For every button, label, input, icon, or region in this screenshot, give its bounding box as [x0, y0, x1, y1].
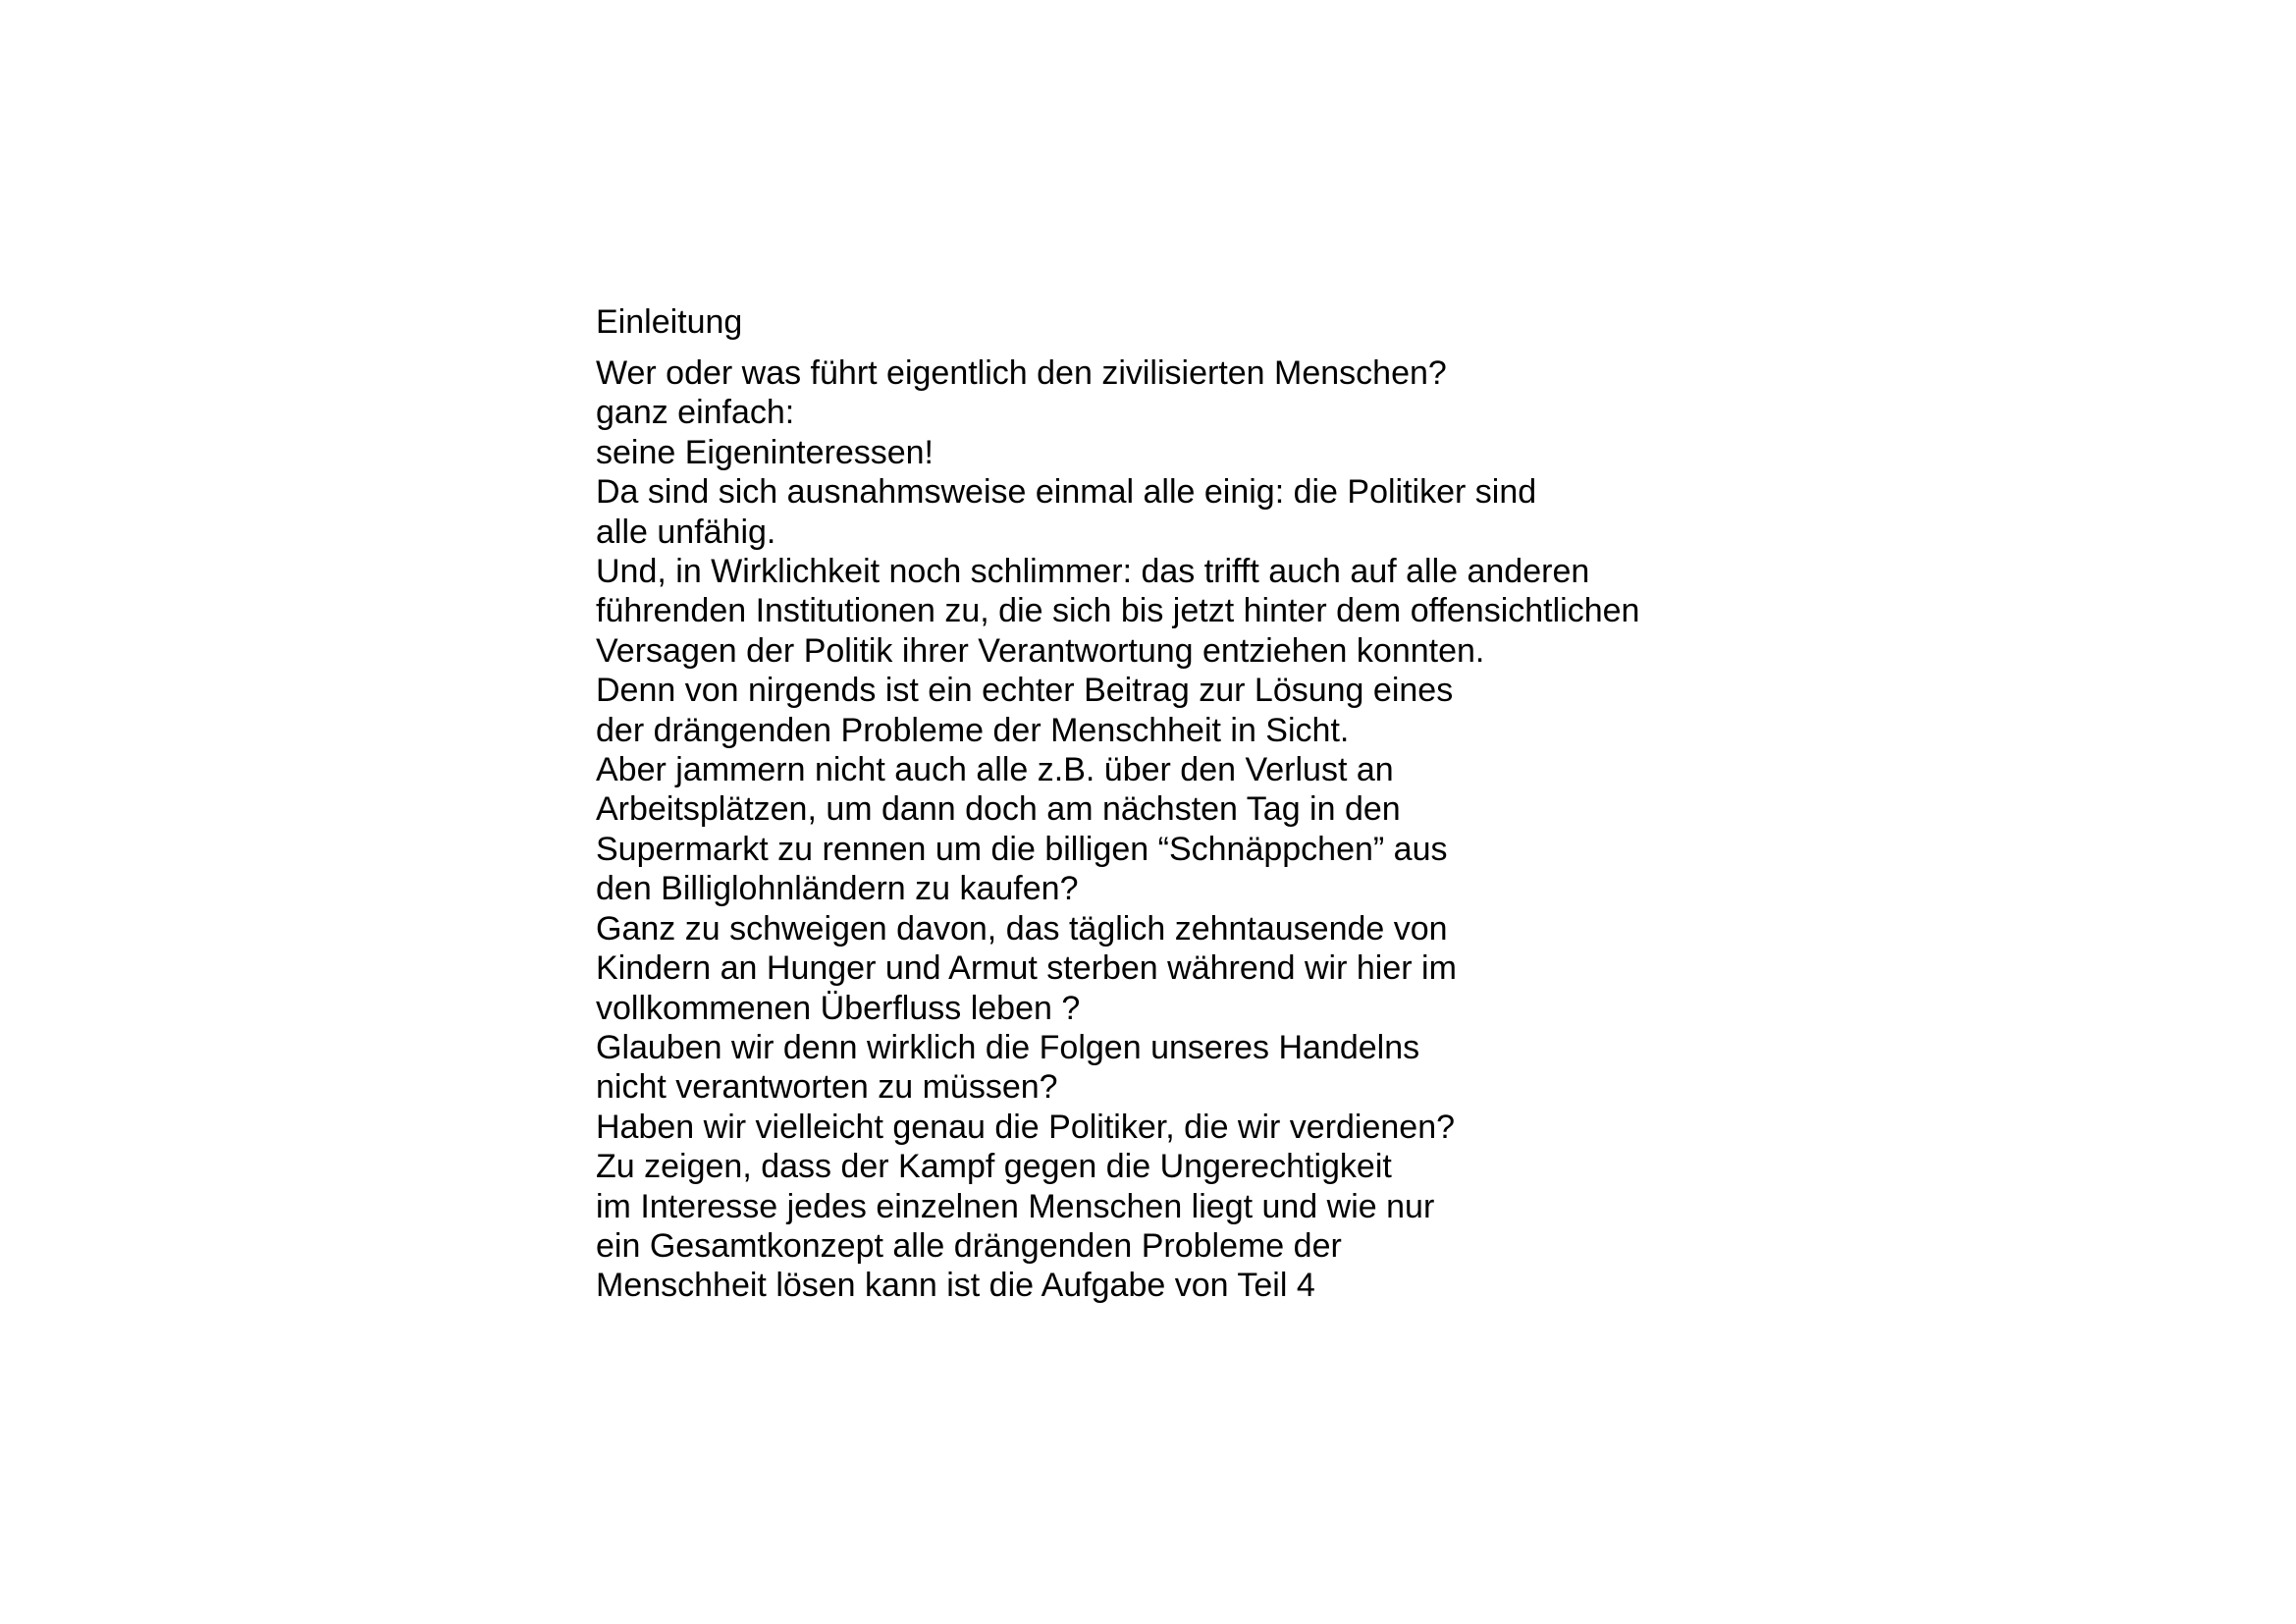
- text-line: der drängenden Probleme der Menschheit in Sicht.: [596, 711, 1350, 749]
- text-block: [596, 302, 1774, 1306]
- text-line: Denn von nirgends ist ein echter Beitrag zur Lösung eines: [596, 672, 1454, 710]
- text-line: nicht verantworten zu müssen?: [596, 1068, 1058, 1107]
- text-line: Supermarkt zu rennen um die billigen “Schnäppchen” aus: [596, 830, 1448, 868]
- text-line: ein Gesamtkonzept alle drängenden Probleme der: [596, 1226, 1342, 1265]
- text-line: vollkommenen Überfluss leben ?: [596, 989, 1081, 1027]
- body-text: [596, 353, 1774, 1306]
- text-line: Kindern an Hunger und Armut sterben während wir hier im: [596, 949, 1457, 988]
- text-line: Zu zeigen, dass der Kampf gegen die Ungerechtigkeit: [596, 1148, 1392, 1186]
- text-line: Wer oder was führt eigentlich den zivilisierten Menschen?: [596, 354, 1447, 392]
- text-line: Arbeitsplätzen, um dann doch am nächsten Tag in den: [596, 790, 1401, 829]
- text-line: alle unfähig.: [596, 513, 776, 551]
- text-line: im Interesse jedes einzelnen Menschen liegt und wie nur: [596, 1187, 1435, 1225]
- section-heading: Einleitung: [596, 303, 743, 341]
- text-line: Da sind sich ausnahmsweise einmal alle einig: die Politiker sind: [596, 473, 1537, 512]
- text-line: führenden Institutionen zu, die sich bis jetzt hinter dem offensichtlichen: [596, 592, 1640, 630]
- text-line: Haben wir vielleicht genau die Politiker, die wir verdienen?: [596, 1108, 1456, 1146]
- text-line: den Billiglohnländern zu kaufen?: [596, 870, 1079, 908]
- text-line: Aber jammern nicht auch alle z.B. über den Verlust an: [596, 751, 1394, 789]
- text-line: Und, in Wirklichkeit noch schlimmer: das trifft auch auf alle anderen: [596, 553, 1590, 591]
- text-line: ganz einfach:: [596, 394, 795, 432]
- text-line: Glauben wir denn wirklich die Folgen unseres Handelns: [596, 1028, 1420, 1066]
- text-line: Ganz zu schweigen davon, das täglich zehntausende von: [596, 909, 1448, 947]
- text-line: seine Eigeninteressen!: [596, 433, 934, 471]
- text-line: Menschheit lösen kann ist die Aufgabe von Teil 4: [596, 1267, 1315, 1305]
- text-line: Versagen der Politik ihrer Verantwortung entziehen konnten.: [596, 631, 1485, 670]
